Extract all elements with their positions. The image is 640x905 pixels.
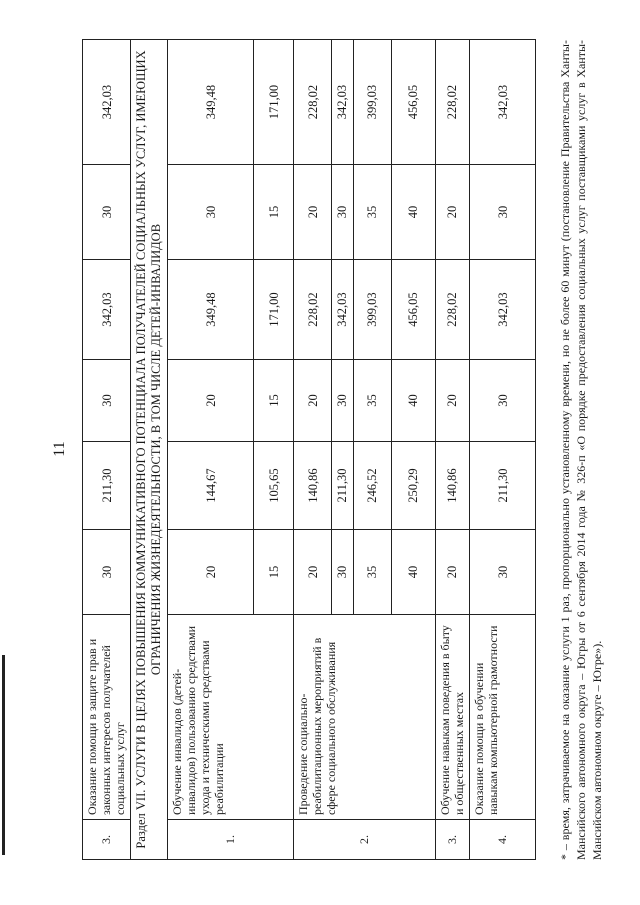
cell: 246,52 [353,442,391,530]
cell: 30 [332,165,353,260]
row-number: 3. [83,820,131,860]
cell: 399,03 [353,260,391,360]
cell: 211,30 [83,442,131,530]
cell: 20 [168,530,254,615]
cell: 228,02 [435,260,470,360]
cell: 40 [391,165,435,260]
cell: 228,02 [294,40,332,165]
cell: 30 [332,530,353,615]
cell: 456,05 [391,40,435,165]
cell: 171,00 [254,40,294,165]
cell: 30 [83,360,131,442]
cell: 30 [83,530,131,615]
cell: 20 [435,360,470,442]
cell: 40 [391,360,435,442]
cell: 349,48 [168,40,254,165]
row-number: 3. [435,820,470,860]
cell: 35 [353,530,391,615]
cell: 20 [294,360,332,442]
cell: 140,86 [294,442,332,530]
service-name: Обучение навыкам поведения в быту и общественных местах [435,615,470,820]
cell: 228,02 [294,260,332,360]
cell: 20 [294,530,332,615]
cell: 40 [391,530,435,615]
table-row [83,40,131,860]
row-number: 1. [168,820,294,860]
cell: 105,65 [254,442,294,530]
cell: 399,03 [353,40,391,165]
service-name: Проведение социально-реабилитационных мероприятий в сфере социального обслуживания [294,615,435,820]
row-number: 4. [470,820,536,860]
table-row [294,40,332,860]
scan-edge-mark [2,655,5,855]
row-number: 2. [294,820,435,860]
section-row [131,40,168,860]
table-row [470,40,536,860]
page-number: 11 [51,441,68,457]
cell: 15 [254,360,294,442]
footnote: * – время, затрачиваемое на оказание услуги 1 раз, пропорционально установленному времени, но не более 60 минут (постановление Правительства Ханты-Мансийского автономного округа – Югры от 6 сентября 2014 года № 326-п «О порядке предоставления социальных услуг поставщиками услуг в Ханты-Мансийском автономном округе – Югре»). [558,40,604,860]
service-name: Обучение инвалидов (детей-инвалидов) пользованию средствами ухода и техническими средствами реабилитации [168,615,294,820]
service-name: Оказание помощи в обучении навыкам компьютерной грамотности [470,615,536,820]
cell: 144,67 [168,442,254,530]
cell: 15 [254,530,294,615]
service-name: Оказание помощи в защите прав и законных интересов получателей социальных услуг [83,615,131,820]
cell: 211,30 [470,442,536,530]
cell: 211,30 [332,442,353,530]
cell: 30 [470,165,536,260]
cell: 20 [168,360,254,442]
cell: 30 [83,165,131,260]
rotated-page-content [82,40,602,860]
table-row [168,40,254,860]
cell: 20 [435,530,470,615]
cell: 30 [470,530,536,615]
table-row [435,40,470,860]
cell: 30 [332,360,353,442]
cell: 30 [470,360,536,442]
cell: 349,48 [168,260,254,360]
cell: 342,03 [332,260,353,360]
cell: 15 [254,165,294,260]
tariff-table [82,39,536,860]
cell: 250,29 [391,442,435,530]
cell: 456,05 [391,260,435,360]
cell: 342,03 [470,40,536,165]
cell: 342,03 [470,260,536,360]
cell: 30 [168,165,254,260]
cell: 35 [353,165,391,260]
cell: 342,03 [332,40,353,165]
cell: 140,86 [435,442,470,530]
section-title: Раздел VII. УСЛУГИ В ЦЕЛЯХ ПОВЫШЕНИЯ КОММУНИКАТИВНОГО ПОТЕНЦИАЛА ПОЛУЧАТЕЛЕЙ СОЦИАЛЬНЫХ УСЛУГ, ИМЕЮЩИХ ОГРАНИЧЕНИЯ ЖИЗНЕДЕЯТЕЛЬНОСТИ, В ТОМ ЧИСЛЕ ДЕТЕЙ-ИНВАЛИДОВ [131,40,168,860]
cell: 171,00 [254,260,294,360]
cell: 342,03 [83,260,131,360]
cell: 228,02 [435,40,470,165]
cell: 342,03 [83,40,131,165]
cell: 20 [435,165,470,260]
cell: 20 [294,165,332,260]
cell: 35 [353,360,391,442]
